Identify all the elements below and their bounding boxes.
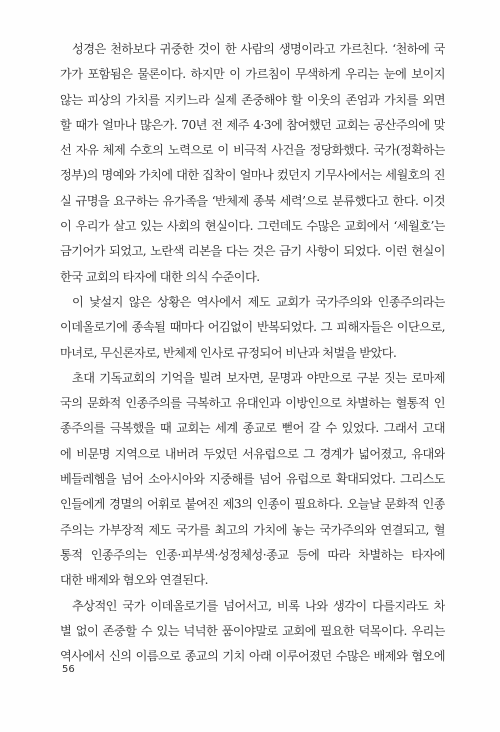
text-line: 베들레헴을 넘어 소아시아와 지중해를 넘어 유럽으로 확대되었다. 그리스도 [60, 472, 445, 487]
text-line: 이 우리가 살고 있는 사회의 현실이다. 그런데도 수많은 교회에서 ‘세월호’는 [60, 219, 445, 234]
text-line: 정부)의 명예와 가치에 대한 집착이 얼마나 컸던지 기무사에서는 세월호의 진 [60, 168, 445, 183]
text-line: 실 규명을 요구하는 유가족을 ‘반체제 종북 세력’으로 분류했다고 한다. 이것 [60, 193, 445, 208]
text-line: 선 자유 체제 수호의 노력으로 이 비극적 사건을 정당화했다. 국가(정확하는 [60, 143, 445, 158]
text-line: 역사에서 신의 이름으로 종교의 기치 아래 이루어졌던 수많은 배제와 혐오에 [60, 649, 445, 664]
text-line: 가가 포함됨은 물론이다. 하지만 이 가르침이 무색하게 우리는 눈에 보이지 [60, 67, 445, 82]
text-line: 에 비문명 지역으로 내버려 두었던 서유럽으로 그 경계가 넓어졌고, 유대와 [60, 446, 445, 461]
text-line: 인들에게 경멸의 어휘로 붙여진 제3의 인종이 필요하다. 오늘날 문화적 인종 [60, 497, 445, 512]
text-line: 대한 배제와 혐오와 연결된다. [60, 573, 208, 588]
text-line: 금기어가 되었고, 노란색 리본을 다는 것은 금기 사항이 되었다. 이런 현실이 [60, 244, 445, 259]
text-line: 마녀로, 무신론자로, 반체제 인사로 규정되어 비난과 처벌을 받았다. [60, 345, 397, 360]
text-line: 이 낯설지 않은 상황은 역사에서 제도 교회가 국가주의와 인종주의라는 [72, 294, 445, 309]
text-line: 추상적인 국가 이데올로기를 넘어서고, 비록 나와 생각이 다를지라도 차 [72, 598, 445, 613]
text-line: 않는 피상의 가치를 지키느라 실제 존중해야 할 이웃의 존엄과 가치를 외면 [60, 92, 445, 107]
text-line: 이데올로기에 종속될 때마다 어김없이 반복되었다. 그 피해자들은 이단으로, [60, 320, 445, 335]
text-line: 성경은 천하보다 귀중한 것이 한 사람의 생명이라고 가르친다. ‘천하에 국 [72, 42, 445, 56]
text-line: 종주의를 극복했을 때 교회는 세계 종교로 뻗어 갈 수 있었다. 그래서 고대 [60, 421, 445, 436]
text-line: 주의는 가부장적 제도 국가를 최고의 가치에 놓는 국가주의와 연결되고, 혈 [60, 522, 445, 537]
text-line: 초대 기독교회의 기억을 빌려 보자면, 문명과 야만으로 구분 짓는 로마제 [72, 370, 445, 385]
text-line: 별 없이 존중할 수 있는 넉넉한 품이야말로 교회에 필요한 덕목이다. 우리는 [60, 623, 445, 638]
text-line: 국의 문화적 인종주의를 극복하고 유대인과 이방인으로 차별하는 혈통적 인 [60, 396, 445, 411]
text-line: 통적 인종주의는 인종·피부색·성정체성·종교 등에 따라 차별하는 타자에 [60, 547, 445, 562]
text-line: 할 때가 얼마나 많은가. 70년 전 제주 4·3에 참여했던 교회는 공산주의에 맞 [60, 117, 445, 132]
page-number: 56 [62, 664, 75, 675]
text-line: 한국 교회의 타자에 대한 의식 수준이다. [60, 269, 260, 284]
body-text [60, 37, 445, 669]
